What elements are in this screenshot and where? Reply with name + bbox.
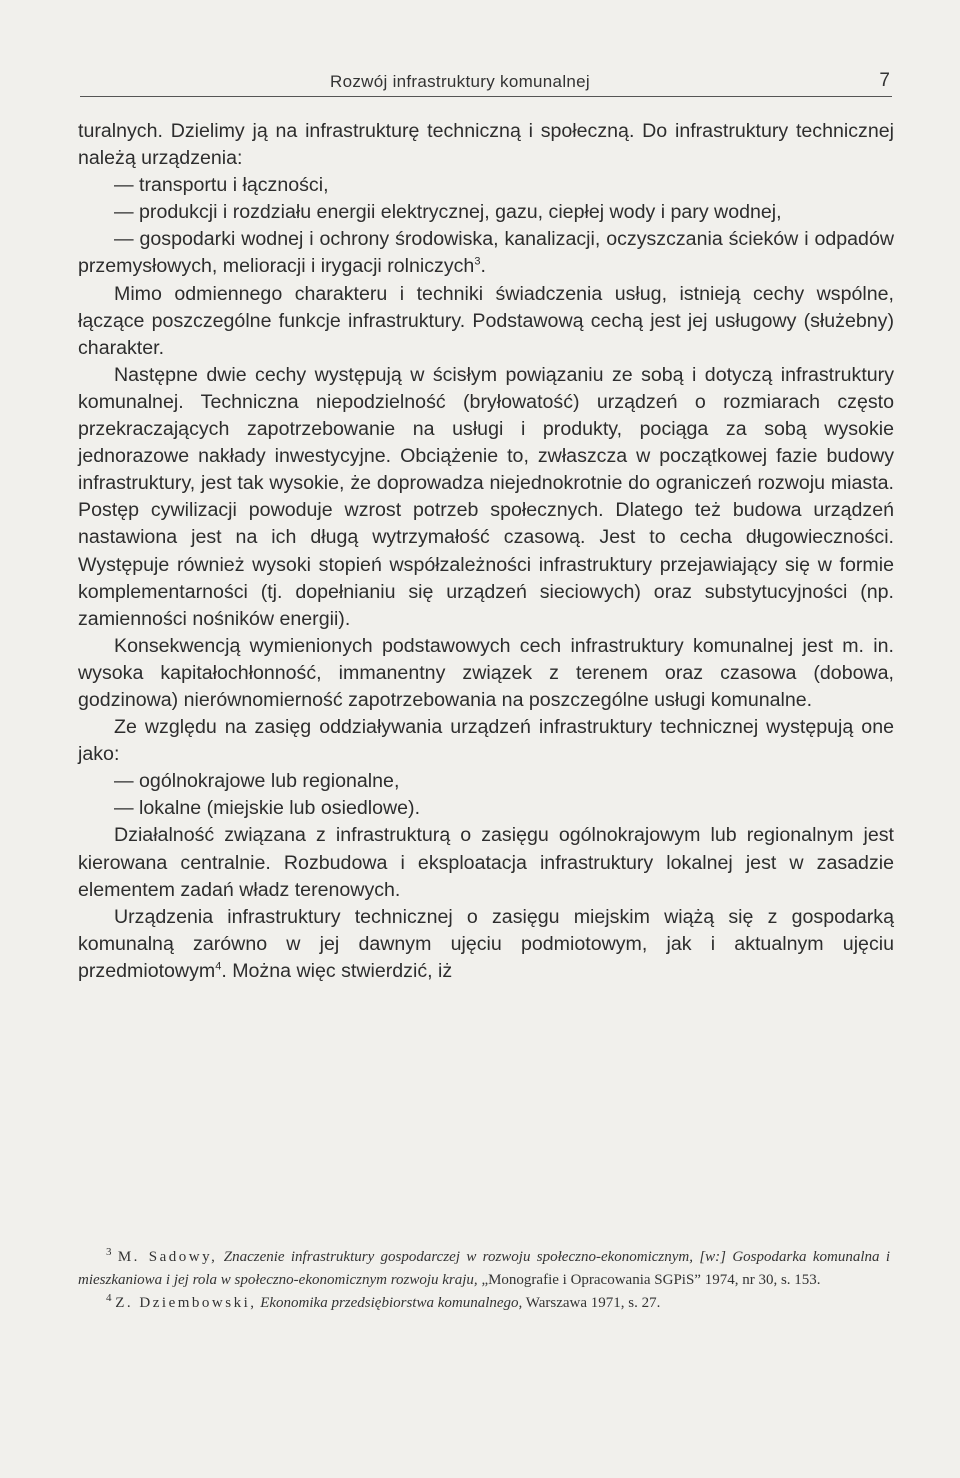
list-item-local: — lokalne (miejskie lub osiedlowe). xyxy=(114,797,421,820)
footnote-4-author: Z. Dziembowski, xyxy=(115,1295,257,1311)
footnote-3-rest: „Monografie i Opracowania SGPiS” 1974, nr 30, s. 153. xyxy=(481,1272,821,1288)
paragraph-range: Ze względu na zasięg oddziaływania urządzeń infrastruktury technicznej występują one jako: xyxy=(78,716,894,766)
list-item-water-text: — gospodarki wodnej i ochrony środowiska, kanalizacji, oczyszczania ścieków i odpadów przemysłowych, melioracji i irygacji rolniczych xyxy=(78,228,894,278)
list-item-water: — gospodarki wodnej i ochrony środowiska, kanalizacji, oczyszczania ścieków i odpadów przemysłowych, melioracji i irygacji rolniczych$^3$. xyxy=(78,228,894,278)
list-item-transport: — transportu i łączności, xyxy=(114,174,329,197)
list-item-national: — ogólnokrajowe lub regionalne, xyxy=(114,770,400,793)
header-rule xyxy=(80,96,892,97)
paragraph-1: turalnych. Dzielimy ją na infrastrukturę techniczną i społeczną. Do infrastruktury technicznej należą urządzenia: xyxy=(78,120,894,170)
paragraph-urban-devices-end: . Można więc stwierdzić, iż xyxy=(221,959,453,982)
page-number: 7 xyxy=(879,70,890,91)
footnote-3 xyxy=(78,1246,890,1292)
running-title: Rozwój infrastruktury komunalnej xyxy=(330,72,590,91)
footnote-4-rest: Warszawa 1971, s. 27. xyxy=(525,1295,661,1311)
paragraph-common-features: Mimo odmiennego charakteru i techniki świadczenia usług, istnieją cechy wspólne, łączące poszczególne funkcje infrastruktury. Podstawową cechą jest jej usługowy (służebny) charakter. xyxy=(78,282,894,359)
paragraph-urban-devices-text: Urządzenia infrastruktury technicznej o zasięgu miejskim wiążą się z gospodarką komunalną zarówno w jej dawnym ujęciu podmiotowym, jak i aktualnym ujęciu przedmiotowym xyxy=(78,905,894,982)
footnote-3-author: M. Sadowy, xyxy=(117,1249,218,1265)
list-item-energy: — produkcji i rozdziału energii elektrycznej, gazu, ciepłej wody i pary wodnej, xyxy=(114,201,782,224)
footnote-ref-4: 4 xyxy=(215,960,222,973)
body-text xyxy=(78,118,894,985)
footnote-4-title: Ekonomika przedsiębiorstwa komunalnego, xyxy=(260,1295,523,1311)
footnote-ref-3: 3 xyxy=(474,255,481,268)
footnote-4 xyxy=(78,1292,890,1315)
paragraph-urban-devices xyxy=(78,904,894,985)
paragraph-two-features: Następne dwie cechy występują w ścisłym powiązaniu ze sobą i dotyczą infrastruktury komunalnej. Techniczna niepodzielność (bryłowatość) urządzeń o rozmiarach często przekraczających zapotrzebowanie na usługi i produkty, pociąga za sobą wysokie jednorazowe nakłady inwestycyjne. Obciążenie to, zwłaszcza w początkowej fazie budowy infrastruktury, jest tak wysokie, że doprowadza niejednokrotnie do ograniczeń rozwoju miasta. Postęp cywilizacji powoduje wzrost potrzeb społecznych. Dlatego też budowa urządzeń nastawiona jest na ich długą wytrzymałość czasową. Jest to cecha długowieczności. Występuje również wysoki stopień współzależności infrastruktury przejawiający się w formie komplementarności (tj. dopełnianiu się urządzeń sieciowych) oraz substytucyjności (np. zamienności nośników energii). xyxy=(78,363,894,630)
footnote-4-mark: 4 xyxy=(106,1292,112,1304)
footnote-3-mark: 3 xyxy=(106,1246,112,1258)
paragraph-consequences: Konsekwencją wymienionych podstawowych cech infrastruktury komunalnej jest m. in. wysoka kapitałochłonność, immanentny związek z terenem oraz czasowa (dobowa, godzinowa) nierównomierność zapotrzebowania na poszczególne usługi komunalne. xyxy=(78,634,894,711)
footnote-3-title: Znaczenie infrastruktury gospodarczej w rozwoju społeczno-ekonomicznym, [w:] Gospodarka komunalna i mieszkaniowa i jej rola w społeczno-ekonomicznym rozwoju kraju, xyxy=(78,1249,891,1288)
paragraph-activity: Działalność związana z infrastrukturą o zasięgu ogólnokrajowym lub regionalnym jest kierowana centralnie. Rozbudowa i eksploatacja infrastruktury lokalnej jest w zasadzie elementem zadań władz terenowych. xyxy=(78,824,894,901)
footnotes xyxy=(78,1246,890,1315)
